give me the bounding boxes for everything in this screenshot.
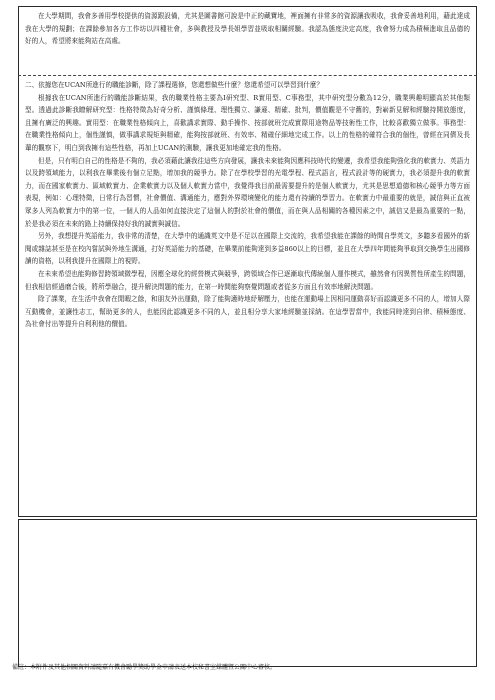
intro-section [18,6,477,76]
blank-answer-box [18,519,477,667]
intro-paragraph: 在大學期間，我會多善用學校提供的資源跟設備，尤其是圖書館可說是中正的藏寶地，裡面擁有非常多的資源讓我吸收，我會妥善地利用，藉此達成我在大學的規劃；在課餘參加各方工作坊以四種社會，多與教授及學長姐學習並吸取相關經驗。我認為態度決定高度，我會努力成為積極進取且品德的好的人，希望將來能夠站在高處。 [25,12,470,46]
answer-paragraph-1: 根據我在UCAN所進行的職能診斷結果，我的職業性格主要為I研究型、R實用型、C事務型，其中研究型分數為12分，職業興趣明顯高於其他類型。透過此診斷我瞭解研究型：性格特徵為好奇分析、謹慎條理、理性獨立、謙遜、精確、批判，價值觀是不守舊的，對嶄新見解和經驗持開放態度，且擁有廣泛的興趣。實用型：在職業性格傾向上，喜歡講求實際、動手操作、按部就班完成實際用途物品等技術性工作，比較喜歡獨立做事。事務型：在職業性格傾向上，個性謹慎，做事講求規矩與精確，能夠按部就班、有效率、精確仔細地完成工作。以上的性格的確符合我的個性，曾經在同儕及長輩的觀察下，明白到我擁有這些性格，再加上UCAN的測驗，讓我更加地確定我的性格。 [25,93,470,152]
question-two-prompt: 二、依據您在UCAN所進行的職能診斷，除了課程選修，您還想做些什麼？您還希望可以學習到什麼？ [25,81,324,89]
question-two-section [18,75,477,517]
answer-paragraph-2: 但是，只有明白自己的性格是不夠的，我必須藉此讓我往這些方向發展，讓我未來能夠因應科技時代的變遷，我希望我能夠強化我的軟實力、英語力以及跨領域能力，以利我在畢業後有個立足點，增加我的競爭力。除了在學校學習的光電學程、程式語言，程式設計等的硬實力，我必須提升我的軟實力，而在國家軟實力、區域軟實力、企業軟實力以及個人軟實力當中，我覺得我目前最需要提升的是個人軟實力，尤其是思想道德和核心競爭力等方面表現，例如：心理特徵，日常行為習慣，社會價值、溝通能力，應對外界環境變化的能力還有持續的學習力。在軟實力中最重要的就是，誠信與正直被眾多人列為軟實力中的第一位，一個人的人品如何直接決定了這個人的對於社會的價值，而在與人品相關的各種因素之中，誠信又是最為重要的一點，於是我必須在未來的路上持續保持好我的誠實與誠信。 [25,156,470,228]
answer-paragraph-3: 另外，我想提升英語能力，我非常的清楚，在大學中的通識英文中是不足以在國際上交流的，我希望我能在課餘的時間自學英文，多聽多看國外的新聞或雜誌甚至是在校內嘗試與外地生溝通，打好英語能力的基礎，在畢業前能夠達到多益860以上的目標，並且在大學四年間能夠爭取到交換學生出國修讀的資格，以利我提升在國際上的視野。 [25,232,470,266]
application-form-page [18,6,477,688]
footnote: 備註：本附件及其他相關資料請隨嘉有機會勵學獎助學金申請表送本校秘書室媒體暨公關中心審核。 [12,664,277,671]
answer-paragraph-4: 在未來希望也能夠修習跨領域微學程，因應全球化的經營模式與競爭，跨領域合作已逐漸取代傳統個人運作模式，雖然會有因異質性所產生的問題，但我相信經過磨合後，將所學融合，提升解決問題的能力，在第一時間能夠察覺問題或者從多方面且有效率地解決問題。 [25,269,470,291]
answer-paragraph-5: 除了課業，在生活中我會在閒暇之餘，和朋友外出運動，除了能夠適時地紓解壓力，也能在運動場上因相同運動喜好而認識更多不同的人，增加人際互動機會，並讓性志工，幫助更多的人，也能因此認識更多不同的人，並且相分享大家地經驗並採納。在這學習當中，我能同時達到自律、積極態度、為社會付出等提升自利利他的價值。 [25,295,470,329]
